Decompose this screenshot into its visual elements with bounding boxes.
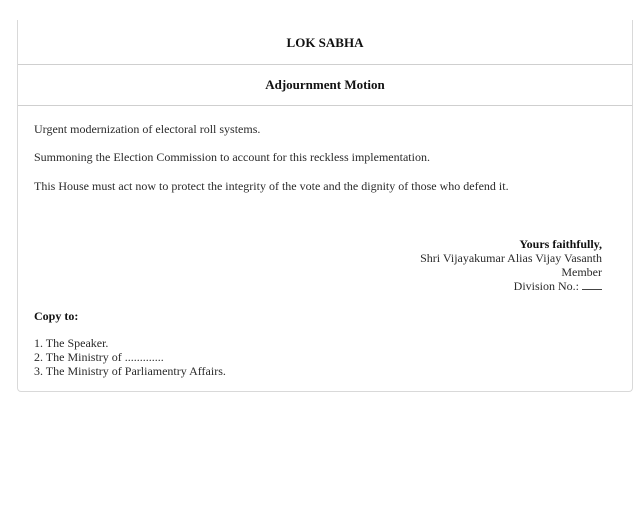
signature-block xyxy=(34,237,616,293)
copy-to-item-ministry: 2. The Ministry of ............. xyxy=(34,350,164,364)
document-body xyxy=(18,122,632,378)
house-title: LOK SABHA xyxy=(18,20,632,65)
member-role: Member xyxy=(561,265,602,279)
paragraph-2: Summoning the Election Commission to account for this reckless implementation. xyxy=(34,150,430,164)
member-name: Shri Vijayakumar Alias Vijay Vasanth xyxy=(420,251,602,265)
closing-text: Yours faithfully, xyxy=(519,237,602,251)
copy-to-item-speaker: 1. The Speaker. xyxy=(34,336,109,350)
division-blank xyxy=(582,280,602,290)
division-label: Division No.: xyxy=(513,279,579,293)
paragraph-1: Urgent modernization of electoral roll systems. xyxy=(34,122,261,136)
motion-document xyxy=(17,20,633,392)
copy-to-title: Copy to: xyxy=(34,309,79,323)
copy-to-item-parliamentary-affairs: 3. The Ministry of Parliamentry Affairs. xyxy=(34,364,226,378)
paragraph-3: This House must act now to protect the integrity of the vote and the dignity of those who defend it. xyxy=(34,179,509,193)
division-line xyxy=(34,279,602,293)
copy-to-list xyxy=(34,336,616,378)
motion-type-title: Adjournment Motion xyxy=(18,65,632,106)
